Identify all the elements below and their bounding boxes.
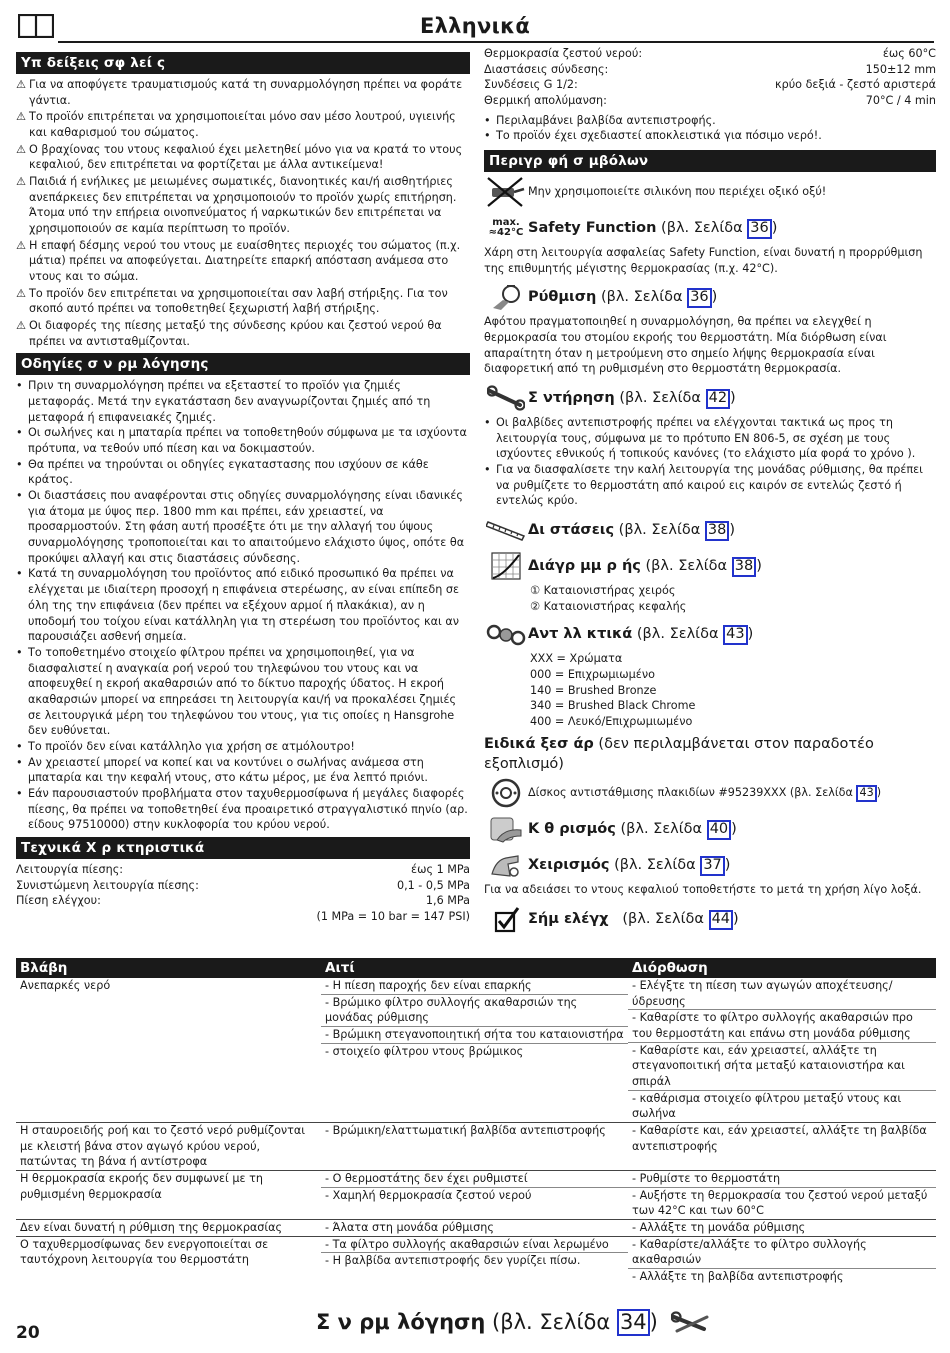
page-ref-link[interactable]: 43 [723, 625, 747, 645]
assembly-footer-title: Σ ν ρμ λόγηση (βλ. Σελίδα 34 ) [316, 1308, 711, 1337]
col-fault-header: Βλάβη [20, 960, 68, 976]
left-column [16, 48, 470, 925]
tile-disc-text: Δίσκος αντιστάθμισης πλακιδίων #95239XXX (βλ. Σελίδα 43 ) [528, 785, 881, 801]
spec-row: Συνιστώμενη λειτουργία πίεσης: 0,1 - 0,5 MPa [16, 878, 470, 892]
cleaning-row [484, 812, 936, 846]
warning-icon: ⚠ [16, 110, 27, 124]
page-ref-link[interactable]: 40 [707, 820, 731, 840]
wrench-icon [484, 381, 528, 415]
cleaning-title: Κ θ ρισμός (βλ. Σελίδα 40 ) [528, 819, 737, 840]
handling-text: Για να αδειάσει το ντους κεφαλιού τοποθετήστε το μετά τη χρήση λίγο λοξά. [484, 883, 922, 897]
finish-list [484, 651, 936, 729]
safety-list [16, 77, 470, 349]
safety-function-row [484, 211, 936, 245]
flow-legend-item: ① Καταιονιστήρας χειρός [530, 584, 676, 598]
hand-adjust-icon [484, 280, 528, 314]
cause-cell: - Τα φίλτρο συλλογής ακαθαρσιών είναι λερωμένο - Η βαλβίδα αντεπιστροφής δεν γυρίζει πίσω. [321, 1237, 628, 1285]
assembly-list [16, 378, 470, 832]
header-rule [58, 41, 934, 43]
fault-cell: Η σταυροειδής ροή και το ζεστό νερό ρυθμίζονται με κλειστή βάνα στον αγωγό κρύου νερού, πατώντας τη βάνα ή αντίστροφα [20, 1124, 306, 1169]
cause-cell: - Ο θερμοστάτης δεν έχει ρυθμιστεί - Χαμηλή θερμοκρασία ζεστού νερού [321, 1171, 628, 1219]
cause-cell: - Άλατα στη μονάδα ρύθμισης [325, 1221, 494, 1235]
table-row [16, 1123, 936, 1171]
page-ref-link[interactable]: 42 [706, 389, 730, 409]
technical-bullet: • Περιλαμβάνει βαλβίδα αντεπιστροφής. [484, 113, 936, 129]
assembly-item: • Το προϊόν δεν είναι κατάλληλο για χρήση σε ατμόλουτρο! [16, 739, 470, 755]
flow-legend-item: ② Καταιονιστήρας κεφαλής [530, 599, 687, 613]
spec-row: Θερμική απολύμανση: 70°C / 4 min [484, 94, 936, 108]
page-ref-link[interactable]: 44 [709, 910, 733, 930]
silicone-note: Μην χρησιμοποιείτε σιλικόνη που περιέχει οξικό οξύ! [528, 185, 827, 199]
page-ref-link[interactable]: 38 [732, 557, 756, 577]
safety-function-title: Safety Function (βλ. Σελίδα 36 ) [528, 218, 777, 239]
warning-icon: ⚠ [16, 319, 27, 333]
safety-item: ⚠ Η επαφή δέσμης νερού του ντους με ευαίσθητες περιοχές του σώματος (π.χ. μάτια) πρέπει να αποφεύγεται. Διατηρείτε επαρκή απόσταση ανάμεσα στο ντους και το σώμα. [16, 238, 461, 284]
spare-parts-row [484, 617, 936, 651]
assembly-item: • Εάν παρουσιαστούν προβλήματα στον ταχυθερμοσίφωνα ή μεγάλες διαφορές πίεσης, θα πρέπει να τοποθετηθεί ένα προαιρετικό στραγγαλιστικό πηνίο (αρ. είδους 97510000) στην κυκλοφορία του κρύου νερού. [16, 786, 470, 833]
warning-icon: ⚠ [16, 142, 27, 156]
tile-disc-icon [484, 776, 528, 810]
assembly-item: • Πριν τη συναρμολόγηση πρέπει να εξεταστεί το προϊόν για ζημιές μεταφοράς. Μετά την εγκατάσταση δεν αναγνωρίζονται ζημιές από τη μεταφορά ή επιφανειακές ζημιές. [16, 378, 470, 425]
flow-diagram-title: Διάγρ μμ ρ ής (βλ. Σελίδα 38 ) [528, 556, 762, 577]
fault-cell: Η θερμοκρασία εκροής δεν συμφωνεί με τη ρυθμισμένη θερμοκρασία [20, 1172, 263, 1201]
adjust-title: Ρύθμιση (βλ. Σελίδα 36 ) [528, 287, 717, 308]
tools-icon [671, 1311, 711, 1335]
fault-cell: Δεν είναι δυνατή η ρύθμιση της θερμοκρασίας [20, 1221, 283, 1235]
page-ref-link[interactable]: 36 [747, 219, 771, 239]
table-row [16, 1171, 936, 1220]
spec-row: Συνδέσεις G 1/2: κρύο δεξιά - ζεστό αριστερά [484, 78, 936, 92]
warning-icon: ⚠ [16, 286, 27, 300]
dimensions-title: Δι στάσεις (βλ. Σελίδα 38 ) [528, 520, 735, 541]
safety-heading: Υπ δείξεις σφ λεί ς [16, 52, 470, 74]
spare-parts-title: Αντ λλ κτικά (βλ. Σελίδα 43 ) [528, 624, 753, 645]
assembly-item: • Κατά τη συναρμολόγηση του προϊόντος από ειδικό προσωπικό θα πρέπει να ελέγχεται με ιδιαίτερη προσοχή η επιφάνεια στερέωσης, αν είναι επίπεδη σε όλη της την επιφάνεια (δεν πρέπει να εξέχουν αρμοί ή πλακάκια), αν η υποδομή του τοίχου είναι κατάλληλη για τη στερέωση του προϊόντος και αν παρουσιάζει ασθενή σημεία. [16, 566, 470, 644]
table-row [16, 978, 936, 1123]
warning-icon: ⚠ [16, 175, 27, 189]
spec-row: Θερμοκρασία ζεστού νερού: έως 60°C [484, 47, 936, 60]
technical-bullets [484, 113, 936, 144]
maintenance-row [484, 381, 936, 415]
technical-heading: Τεχνικά Χ ρ κτηριστικά [16, 837, 470, 859]
flow-legend [484, 583, 936, 614]
checkbox-check-icon [484, 902, 528, 936]
col-fix-header: Διόρθωση [632, 960, 708, 976]
finish-item: 400 = Λευκό/Επιχρωμιωμένο [530, 715, 693, 729]
cleaning-hand-icon [484, 812, 528, 846]
technical-specs-left [16, 862, 470, 925]
safety-item: ⚠ Οι διαφορές της πίεσης μεταξύ της σύνδεσης κρύου και ζεστού νερού θα πρέπει να αντισταθμίζονται. [16, 319, 442, 348]
spare-parts-icon [484, 617, 528, 651]
test-mark-row [484, 902, 936, 936]
special-accessories-title: Ειδικά ξεσ άρ (δεν περιλαμβάνεται στον παραδοτέο εξοπλισμό) [484, 735, 874, 773]
assembly-item: • Αν χρειαστεί μπορεί να κοπεί και να κοντύνει ο σωλήνας ανάμεσα στη μπαταρία και την κεφαλή ντους, στο κάτω μέρος, με ένα λεπτό πριόνι. [16, 755, 470, 786]
warning-icon: ⚠ [16, 78, 27, 91]
page-ref-link[interactable]: 43 [856, 785, 876, 801]
silicone-row [484, 175, 936, 209]
assembly-item: • Το τοποθετημένο στοιχείο φίλτρου πρέπει να χρησιμοποιηθεί, για να διασφαλιστεί η αναγκαία ροή νερού του τηλεφώνου του ντους και να αποφευχθεί η εκροή ακαθαρσιών από το δίκτυο παροχής ύδατος. Η εκροή ακαθαρσιών μπορεί να επηρεάσει τη λειτουργία και/ή να προκαλέσει ζημιές σε λειτουργικά μέρη του τηλεφώνου του ντους, για τις οποίες η Hansgrohe δεν ευθύνεται. [16, 645, 470, 739]
table-header [16, 958, 936, 978]
finish-item: 340 = Brushed Black Chrome [530, 699, 696, 713]
fix-cell: - Καθαρίστε/αλλάξτε το φίλτρο συλλογής ακαθαρσιών - Αλλάξτε τη βαλβίδα αντεπιστροφής [628, 1237, 936, 1285]
page-ref-link[interactable]: 34 [617, 1309, 650, 1336]
fix-cell: - Ρυθμίστε το θερμοστάτη - Αυξήστε τη θερμοκρασία του ζεστού νερού μεταξύ των 42°C και των 60°C [628, 1171, 936, 1219]
fix-cell: - Αλλάξτε τη μονάδα ρύθμισης [632, 1221, 806, 1235]
finish-item: 000 = Επιχρωμιωμένο [530, 668, 655, 682]
troubleshooting-table [16, 958, 936, 1285]
safety-item: ⚠ Το προϊόν επιτρέπεται να χρησιμοποιείται μόνο σαν μέσο λουτρού, υγιεινής και καθαρισμού του σώματος. [16, 110, 456, 140]
maintenance-list [484, 415, 936, 509]
maintenance-item: • Οι βαλβίδες αντεπιστροφής πρέπει να ελέγχονται τακτικά ως προς τη λειτουργία τους, σύμφωνα με το πρότυπο EN 806-5, σε σχέση με τους ισχύοντες εθνικούς ή τοπικούς κανόνες (το ελάχιστο μία φορά το χρόνο ). [484, 415, 936, 462]
cause-cell: - Βρώμικη/ελαττωματική βαλβίδα αντεπιστροφής [325, 1124, 606, 1138]
table-row [16, 1237, 936, 1285]
safety-function-text: Χάρη στη λειτουργία ασφαλείας Safety Function, είναι δυνατή η προρρύθμιση της επιθυμητής μέγιστης θερμοκρασίας (π.χ. 42°C). [484, 246, 923, 275]
technical-specs-right [484, 46, 936, 109]
safety-item: ⚠ Παιδιά ή ενήλικες με μειωμένες σωματικές, διανοητικές και/ή αισθητήριες ανεπάρκειες δεν επιτρέπεται να χρησιμοποιούν το προϊόν χωρίς επιτήρηση. Άτομα υπό την επήρεια οινοπνεύματος ή ναρκωτικών δεν επιτρέπεται να χρησιμοποιούν σε καμία περίπτωση το προϊόν. [16, 175, 457, 236]
handling-row [484, 848, 936, 882]
warning-icon: ⚠ [16, 238, 27, 252]
handling-icon [484, 848, 528, 882]
page-ref-link[interactable]: 38 [705, 521, 729, 541]
page-ref-link[interactable]: 37 [700, 856, 724, 876]
assembly-item: • Θα πρέπει να τηρούνται οι οδηγίες εγκαταστασης που ισχύουν σε κάθε κράτος. [16, 457, 470, 488]
safety-item: ⚠ Το προϊόν δεν επιτρέπεται να χρησιμοποιείται σαν λαβή στήριξης. Για τον σκοπό αυτό πρέπει να τοποθετηθεί ξεχωριστή λαβή στήριξης. [16, 286, 448, 316]
assembly-heading: Οδηγίες σ ν ρμ λόγησης [16, 353, 470, 375]
symbols-heading: Περιγρ φή σ μβόλων [484, 150, 936, 172]
dimensions-row [484, 513, 936, 547]
no-silicone-icon [484, 175, 528, 209]
ruler-icon [484, 513, 528, 547]
safety-item: ⚠ Ο βραχίονας του ντους κεφαλιού έχει μελετηθεί μόνο για να κρατά το ντους κεφαλιού, δεν επιτρέπεται να φορτίζεται με άλλα αντικείμενα! [16, 142, 463, 172]
spec-row: Λειτουργία πίεσης: έως 1 MPa [16, 862, 470, 876]
page-ref-link[interactable]: 36 [687, 288, 711, 308]
right-column [484, 46, 936, 936]
technical-bullet: • Το προϊόν έχει σχεδιαστεί αποκλειστικά για πόσιμο νερό!. [484, 128, 936, 144]
maintenance-item: • Για να διασφαλίσετε την καλή λειτουργία της μονάδας ρύθμισης, θα πρέπει να ρυθμίζετε το θερμοστάτη από καιρού εις καιρόν σε εντελώς ζεστό ή εντελώς κρύο. [484, 462, 936, 509]
col-cause-header: Αιτί [325, 960, 355, 976]
test-mark-title: Σήμ ελέγχ (βλ. Σελίδα 44 ) [528, 909, 739, 930]
maintenance-title: Σ ντήρηση (βλ. Σελίδα 42 ) [528, 388, 736, 409]
finish-item: XXX = Χρώματα [530, 652, 623, 666]
spec-row: Πίεση ελέγχου: 1,6 MPa [16, 894, 470, 908]
adjust-row [484, 280, 936, 314]
finish-item: 140 = Brushed Bronze [530, 683, 657, 697]
safety-item: ⚠ Για να αποφύγετε τραυματισμούς κατά τη συναρμολόγηση πρέπει να φοράτε γάντια. [16, 78, 463, 107]
page-title: Ελληνικά [419, 14, 531, 38]
assembly-item: • Οι διαστάσεις που αναφέρονται στις οδηγίες συναρμολόγησης είναι ιδανικές για άτομα με ύψος περ. 1800 mm και πρέπει, εάν χρειαστεί, να προσαρμοστούν. Στη φάση αυτή προσέξτε ότι με την αλλαγή του ύψους συναρμολόγησης τροποποιείται και το απαιτούμενο ελάχιστο ύψος, οπότε θα προκύψει αλλαγή και στις διαστάσεις σύνδεσης. [16, 488, 470, 566]
table-row [16, 1220, 936, 1237]
spec-row: (1 MPa = 10 bar = 147 PSI) [316, 909, 470, 923]
flow-diagram-row [484, 549, 936, 583]
cause-cell: - Η πίεση παροχής δεν είναι επαρκής - Βρώμικο φίλτρο συλλογής ακαθαρσιών της μονάδας ρύθμισης - Βρώμικη στεγανοποιητική σήτα του καταιονιστήρα - στοιχείο φίλτρου ντους βρώμικος [321, 978, 628, 1122]
handling-title: Χειρισμός (βλ. Σελίδα 37 ) [528, 855, 730, 876]
tile-disc-row [484, 776, 936, 810]
fault-cell: Ο ταχυθερμοσίφωνας δεν ενεργοποιείται σε ταυτόχρονη λειτουργία του θερμοστάτη [20, 1237, 269, 1267]
adjust-text: Αφότου πραγματοποιηθεί η συναρμολόγηση, θα πρέπει να ελεγχθεί η θερμοκρασία του στομίου εκροής του θερμοστάτη. Μία διόρθωση είναι απαραίτητη όταν η μετρούμενη στο σημείο λήψης θερμοκρασία είναι διαφορετική από τη ρυθμισμένη στο θερμοστάτη θερμοκρασία. [484, 315, 887, 376]
fault-cell: Ανεπαρκές νερό [20, 979, 111, 992]
fix-cell: - Ελέγξτε τη πίεση των αγωγών αποχέτευσης/ύδρευσης - Καθαρίστε το φίλτρο συλλογής ακαθαρσιών προ του θερμοστάτη και επάνω στη μονάδα ρύθμισης - Καθαρίστε και, εάν χρειαστεί, αλλάξτε τη στεγανοποιτική σήτα μεταξύ καταιονιστήρα και σπιράλ - καθάρισμα στοιχείο φίλτρου μεταξύ ντους και σωλήνα [628, 978, 936, 1122]
flow-chart-icon [484, 549, 528, 583]
page-number: 20 [16, 1323, 40, 1343]
max-temp-icon: max. ≈42°C [488, 216, 524, 239]
spec-row: Διαστάσεις σύνδεσης: 150±12 mm [484, 62, 936, 76]
assembly-item: • Οι σωλήνες και η μπαταρία πρέπει να τοποθετηθούν σύμφωνα με τα ισχύοντα πρότυπα, να τεθούν υπό πίεση και να δοκιμαστούν. [16, 425, 470, 456]
fix-cell: - Καθαρίστε και, εάν χρειαστεί, αλλάξτε τη βαλβίδα αντεπιστροφής [632, 1124, 927, 1153]
